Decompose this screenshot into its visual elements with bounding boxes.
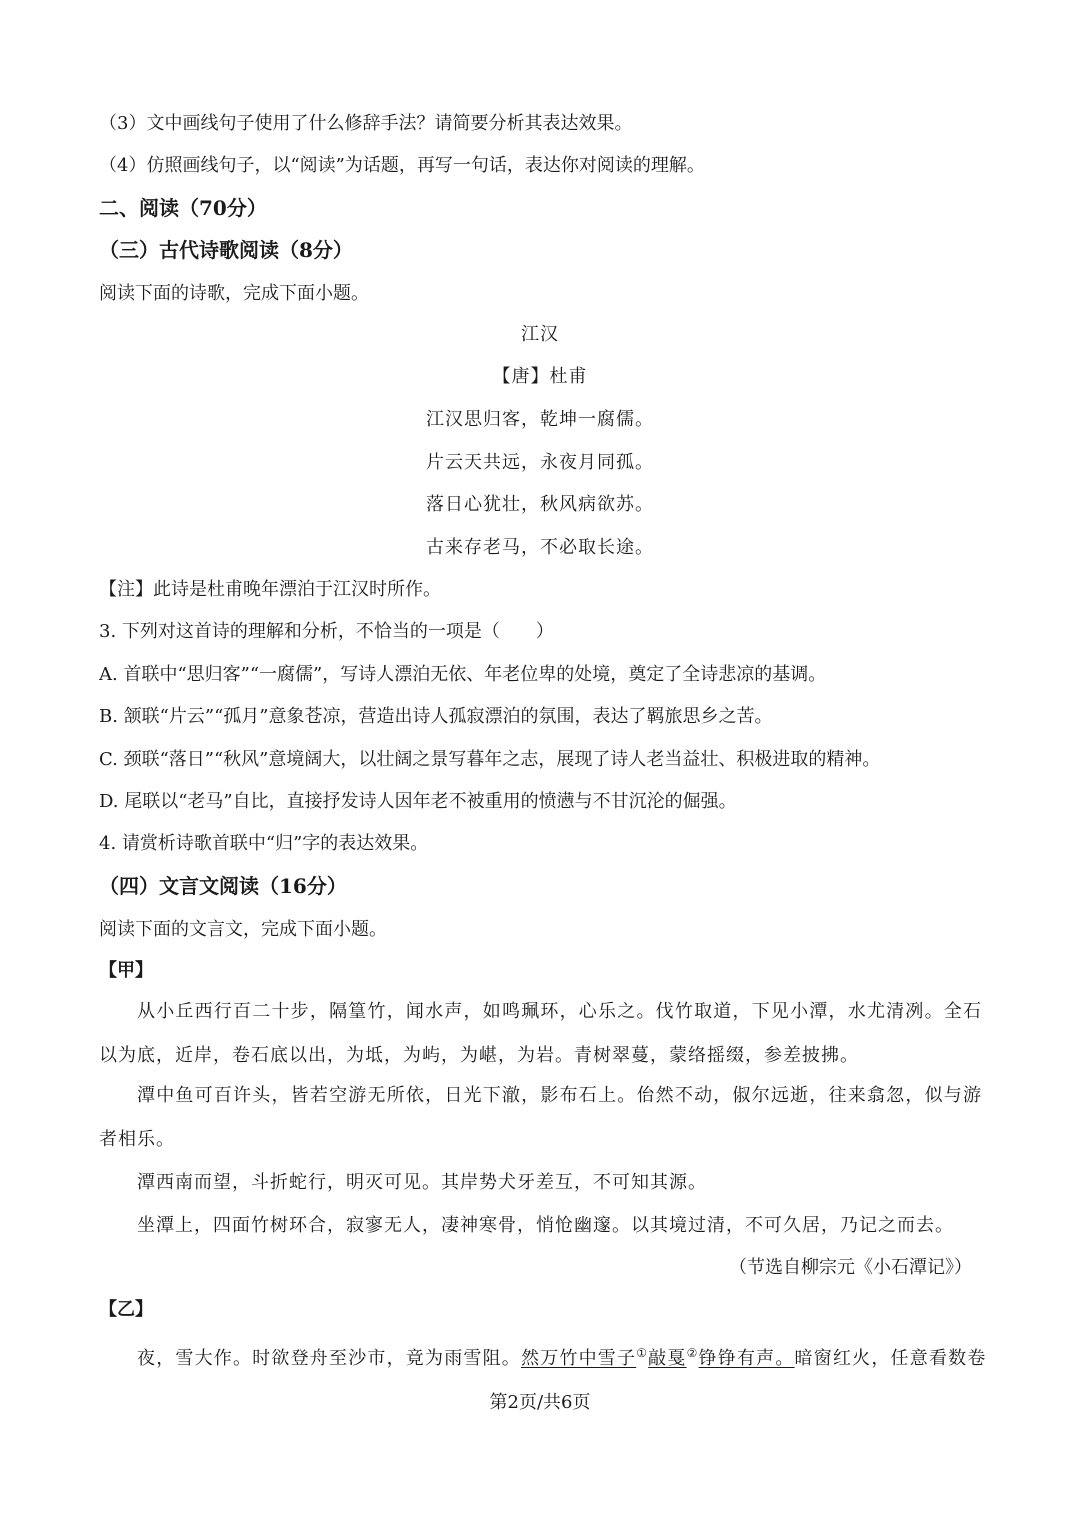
underlined-sentence: 敲戛 (648, 1348, 687, 1369)
passage-jia-source: （节选自柳宗元《小石潭记》） (729, 1257, 972, 1278)
question-4: 4. 请赏析诗歌首联中“归”字的表达效果。 (99, 833, 429, 854)
poem-author: 【唐】杜甫 (492, 366, 588, 387)
question-3-option-c: C. 颈联“落日”“秋风”意境阔大，以壮阔之景写暮年之志，展现了诗人老当益壮、积极进取的精神。 (99, 749, 881, 770)
question-item-4: （4）仿照画线句子，以“阅读”为话题，再写一句话，表达你对阅读的理解。 (99, 155, 705, 176)
question-3-option-b: B. 颔联“片云”“孤月”意象苍凉，营造出诗人孤寂漂泊的氛围，表达了羁旅思乡之苦。 (99, 706, 773, 727)
passage-yi-label: 【乙】 (99, 1299, 153, 1320)
passage-yi-text: 夜，雪大作。时欲登舟至沙市，竟为雨雪阻。 (137, 1348, 521, 1369)
underlined-sentence: 铮铮有声。 (698, 1348, 795, 1369)
question-3-stem: 3. 下列对这首诗的理解和分析，不恰当的一项是（ ） (99, 621, 554, 642)
passage-yi-line (137, 1341, 987, 1371)
poem-line: 古来存老马，不必取长途。 (426, 537, 654, 558)
question-item-3: （3）文中画线句子使用了什么修辞手法？请简要分析其表达效果。 (99, 113, 633, 134)
poetry-instruction: 阅读下面的诗歌，完成下面小题。 (99, 283, 369, 304)
part-title-classical: （四）文言文阅读（16分） (99, 874, 347, 898)
footnote-marker: ② (686, 1346, 699, 1360)
passage-jia-line: 潭中鱼可百许头，皆若空游无所依，日光下澈，影布石上。佁然不动，俶尔远逝，往来翕忽，似与游 (137, 1085, 982, 1106)
poem-note: 【注】此诗是杜甫晚年漂泊于江汉时所作。 (99, 579, 441, 600)
passage-jia-line: 以为底，近岸，卷石底以出，为坻，为屿，为嵁，为岩。青树翠蔓，蒙络摇缀，参差披拂。 (99, 1045, 859, 1066)
question-3-option-a: A. 首联中“思归客”“一腐儒”，写诗人漂泊无依、年老位卑的处境，奠定了全诗悲凉的基调。 (99, 664, 827, 685)
passage-jia-line: 从小丘西行百二十步，隔篁竹，闻水声，如鸣珮环，心乐之。伐竹取道，下见小潭，水尤清冽。全石 (137, 1001, 982, 1022)
passage-jia-line: 潭西南而望，斗折蛇行，明灭可见。其岸势犬牙差互，不可知其源。 (137, 1172, 707, 1193)
passage-jia-label: 【甲】 (99, 960, 153, 981)
page-number: 第2页/共6页 (489, 1392, 591, 1413)
section-title: 二、阅读（70分） (99, 196, 267, 220)
passage-yi-text: 暗窗红火，任意看数卷 (794, 1348, 987, 1369)
poem-line: 江汉思归客，乾坤一腐儒。 (426, 409, 654, 430)
question-3-option-d: D. 尾联以“老马”自比，直接抒发诗人因年老不被重用的愤懑与不甘沉沦的倔强。 (99, 791, 737, 812)
classical-instruction: 阅读下面的文言文，完成下面小题。 (99, 919, 387, 940)
poem-line: 片云天共远，永夜月同孤。 (426, 452, 654, 473)
poem-title: 江汉 (521, 324, 559, 345)
passage-jia-line: 坐潭上，四面竹树环合，寂寥无人，凄神寒骨，悄怆幽邃。以其境过清，不可久居，乃记之而去。 (137, 1215, 954, 1236)
underlined-sentence: 然万竹中雪子 (521, 1348, 637, 1369)
footnote-marker: ① (636, 1346, 649, 1360)
passage-jia-line: 者相乐。 (99, 1129, 175, 1150)
poem-line: 落日心犹壮，秋风病欲苏。 (426, 494, 654, 515)
part-title-poetry: （三）古代诗歌阅读（8分） (99, 238, 353, 262)
